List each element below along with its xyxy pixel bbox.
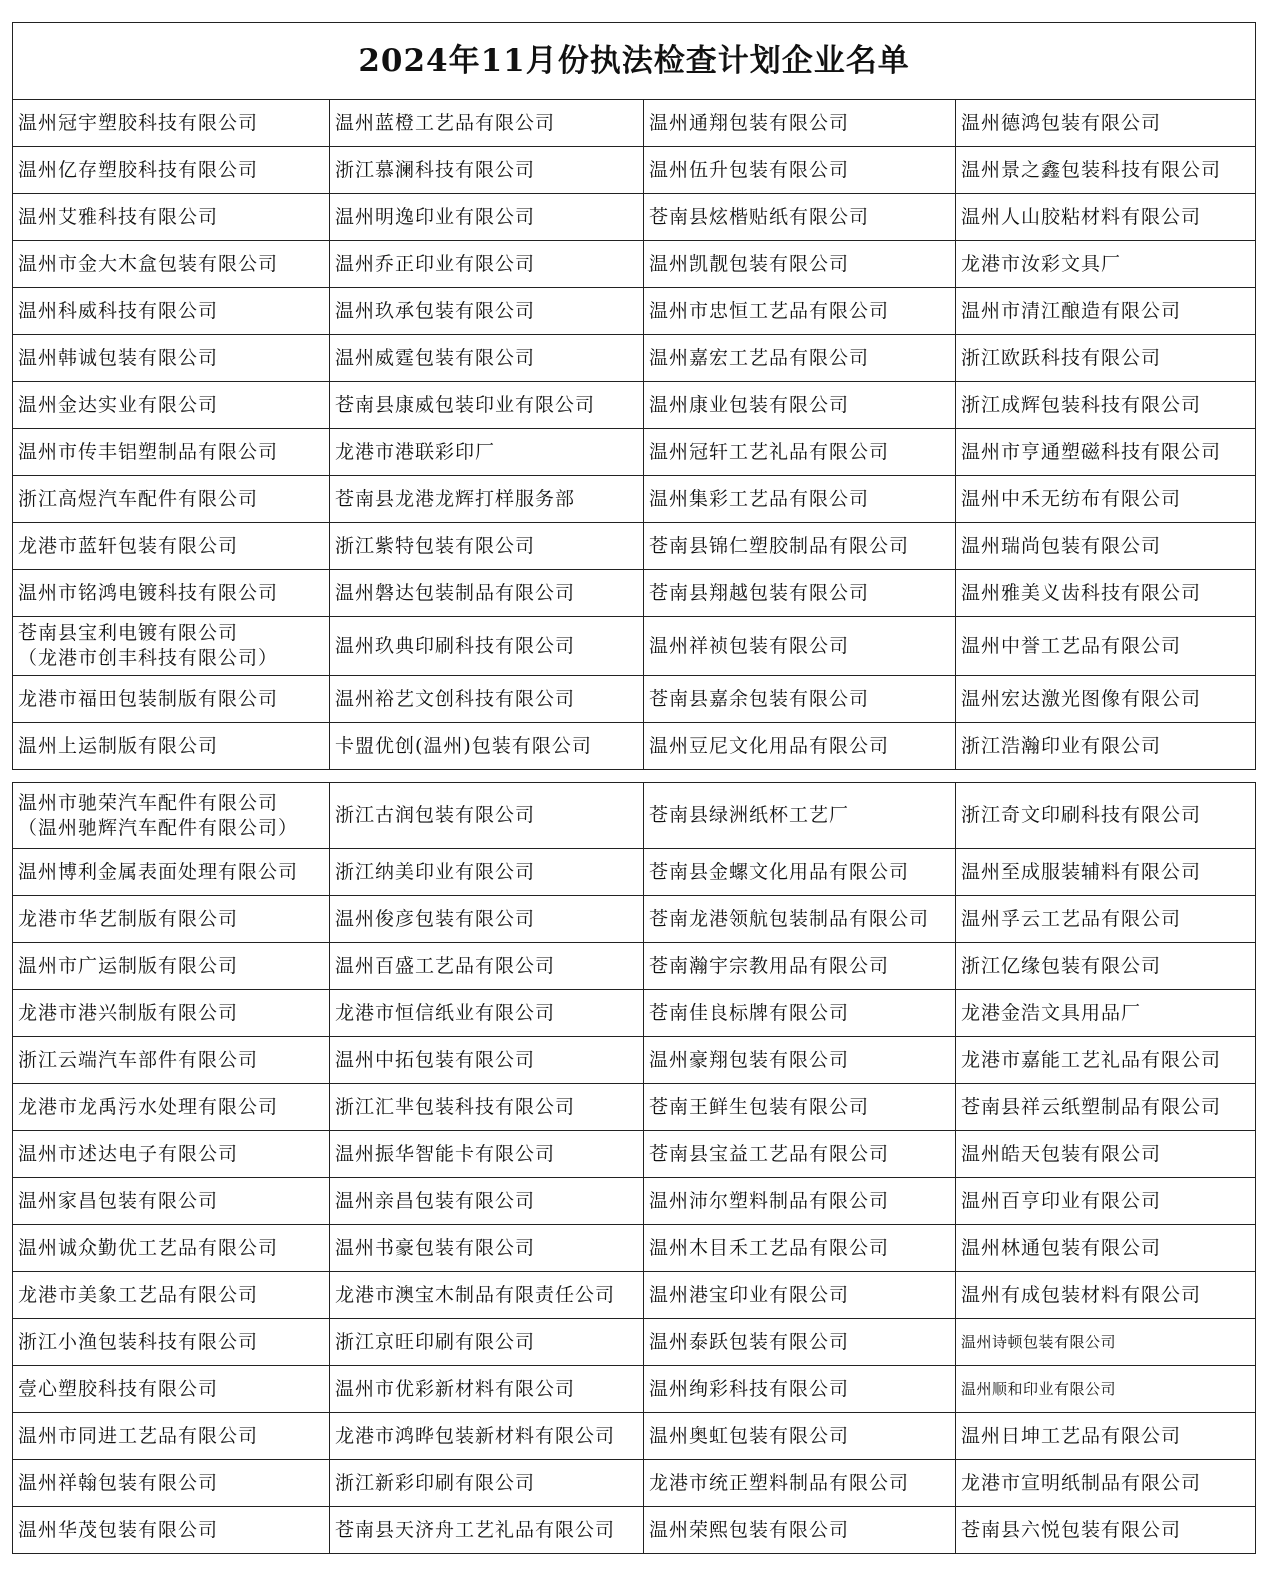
- company-name: 温州中誉工艺品有限公司: [961, 634, 1182, 657]
- company-name: 温州玖典印刷科技有限公司: [335, 634, 576, 657]
- company-name: 温州市金大木盒包装有限公司: [18, 252, 279, 275]
- table-row: [13, 1366, 1256, 1413]
- company-cell: [330, 288, 644, 335]
- company-name: 温州市广运制版有限公司: [18, 954, 239, 977]
- company-name: 温州冠轩工艺礼品有限公司: [649, 440, 890, 463]
- company-name: 温州上运制版有限公司: [18, 734, 219, 757]
- company-cell: [956, 429, 1256, 476]
- company-cell: [13, 1413, 330, 1460]
- company-cell: [13, 1460, 330, 1507]
- company-name: 苍南龙港领航包装制品有限公司: [649, 907, 930, 930]
- company-cell: [13, 288, 330, 335]
- company-name: 温州艾雅科技有限公司: [18, 205, 219, 228]
- company-cell: [330, 617, 644, 676]
- company-name: 温州康业包装有限公司: [649, 393, 850, 416]
- table-row: [13, 676, 1256, 723]
- company-cell: [644, 429, 956, 476]
- company-name: 温州林通包装有限公司: [961, 1236, 1162, 1259]
- company-cell: [644, 1225, 956, 1272]
- company-name: 温州磐达包装制品有限公司: [335, 581, 576, 604]
- company-cell: [13, 1366, 330, 1413]
- title-row: [13, 23, 1256, 100]
- table-row: [13, 194, 1256, 241]
- company-name: 温州乔正印业有限公司: [335, 252, 536, 275]
- company-cell: [13, 990, 330, 1037]
- company-cell: [644, 617, 956, 676]
- company-name: 温州至成服装辅料有限公司: [961, 860, 1202, 883]
- company-cell: [13, 676, 330, 723]
- company-table-top: [12, 22, 1256, 770]
- company-cell: [644, 476, 956, 523]
- company-name: 浙江新彩印刷有限公司: [335, 1471, 536, 1494]
- company-name: 浙江奇文印刷科技有限公司: [961, 804, 1202, 826]
- company-cell: [956, 990, 1256, 1037]
- company-cell: [13, 1319, 330, 1366]
- company-name: 温州通翔包装有限公司: [649, 111, 850, 134]
- company-cell: [644, 288, 956, 335]
- company-name: 龙港市港兴制版有限公司: [18, 1001, 239, 1024]
- company-name: 温州伍升包装有限公司: [649, 158, 850, 181]
- company-cell: [330, 1131, 644, 1178]
- company-name: 温州景之鑫包装科技有限公司: [961, 158, 1222, 181]
- table-row: [13, 849, 1256, 896]
- company-cell: [330, 783, 644, 849]
- company-cell: [13, 241, 330, 288]
- company-name: 温州市清江酿造有限公司: [961, 299, 1182, 322]
- company-name: 浙江京旺印刷有限公司: [335, 1330, 536, 1353]
- company-name: 温州亲昌包装有限公司: [335, 1189, 536, 1212]
- company-name: 温州蓝橙工艺品有限公司: [335, 111, 556, 134]
- company-name: 龙港市华艺制版有限公司: [18, 907, 239, 930]
- company-cell: [330, 990, 644, 1037]
- company-name: 浙江云端汽车部件有限公司: [18, 1048, 259, 1071]
- company-name: 温州孚云工艺品有限公司: [961, 907, 1182, 930]
- company-name: 温州家昌包装有限公司: [18, 1189, 219, 1212]
- company-cell: [956, 476, 1256, 523]
- company-name: 卡盟优创(温州)包装有限公司: [335, 734, 592, 757]
- company-name: 浙江高煜汽车配件有限公司: [18, 487, 259, 510]
- company-cell: [13, 335, 330, 382]
- company-name: 苍南县宝利电镀有限公司: [18, 622, 239, 644]
- company-name: 温州集彩工艺品有限公司: [649, 487, 870, 510]
- company-name: 温州雅美义齿科技有限公司: [961, 581, 1202, 604]
- company-cell: [956, 1460, 1256, 1507]
- company-cell: [330, 100, 644, 147]
- company-name: 温州博利金属表面处理有限公司: [18, 860, 299, 883]
- company-name: 苍南县龙港龙辉打样服务部: [335, 487, 576, 510]
- company-name: 温州皓天包装有限公司: [961, 1142, 1162, 1165]
- company-cell: [330, 1366, 644, 1413]
- company-cell: [330, 943, 644, 990]
- company-cell: [330, 570, 644, 617]
- table-row: [13, 1507, 1256, 1554]
- company-cell: [13, 382, 330, 429]
- company-cell: [956, 194, 1256, 241]
- table-row: [13, 570, 1256, 617]
- company-cell: [956, 570, 1256, 617]
- table-row: [13, 1084, 1256, 1131]
- table-row: [13, 1037, 1256, 1084]
- company-name: 温州振华智能卡有限公司: [335, 1142, 556, 1165]
- company-cell: [956, 382, 1256, 429]
- company-cell: [644, 676, 956, 723]
- table-row: [13, 335, 1256, 382]
- company-cell: [644, 1131, 956, 1178]
- company-cell: [13, 476, 330, 523]
- company-name: 温州诗顿包装有限公司: [961, 1332, 1117, 1351]
- company-name: 温州港宝印业有限公司: [649, 1283, 850, 1306]
- company-name: 温州书豪包装有限公司: [335, 1236, 536, 1259]
- company-name: 温州人山胶粘材料有限公司: [961, 205, 1202, 228]
- company-cell: [330, 194, 644, 241]
- company-cell: [956, 617, 1256, 676]
- company-name: 龙港市美象工艺品有限公司: [18, 1283, 259, 1306]
- company-cell: [644, 1178, 956, 1225]
- company-name: 浙江浩瀚印业有限公司: [961, 734, 1162, 757]
- company-cell: [956, 1178, 1256, 1225]
- company-cell: [13, 723, 330, 770]
- company-name: 龙港市嘉能工艺礼品有限公司: [961, 1048, 1222, 1071]
- company-cell: [330, 676, 644, 723]
- company-cell: [956, 1366, 1256, 1413]
- company-cell: [13, 429, 330, 476]
- company-cell: [956, 676, 1256, 723]
- company-name: 龙港市澳宝木制品有限责任公司: [335, 1283, 616, 1306]
- table-row: [13, 429, 1256, 476]
- company-cell: [13, 896, 330, 943]
- company-cell: [330, 1413, 644, 1460]
- company-name: 浙江汇芈包装科技有限公司: [335, 1095, 576, 1118]
- company-name: 温州瑞尚包装有限公司: [961, 534, 1162, 557]
- company-cell: [956, 288, 1256, 335]
- table-row: [13, 943, 1256, 990]
- company-cell: [330, 1178, 644, 1225]
- company-cell: [956, 896, 1256, 943]
- company-name: 浙江纳美印业有限公司: [335, 860, 536, 883]
- company-name: 温州泰跃包装有限公司: [649, 1330, 850, 1353]
- company-name: 温州明逸印业有限公司: [335, 205, 536, 228]
- company-name: 温州凯靓包装有限公司: [649, 252, 850, 275]
- company-cell: [956, 1413, 1256, 1460]
- company-cell: [13, 194, 330, 241]
- company-name: 龙港市恒信纸业有限公司: [335, 1001, 556, 1024]
- company-cell: [644, 1319, 956, 1366]
- company-cell: [644, 783, 956, 849]
- table-row: [13, 523, 1256, 570]
- company-cell: [13, 1131, 330, 1178]
- company-cell: [956, 100, 1256, 147]
- company-name: 温州沛尔塑料制品有限公司: [649, 1189, 890, 1212]
- table-row: [13, 241, 1256, 288]
- table-row: [13, 1272, 1256, 1319]
- company-name: 温州俊彦包装有限公司: [335, 907, 536, 930]
- company-cell: [644, 1507, 956, 1554]
- company-cell: [13, 1037, 330, 1084]
- company-name: 龙港市统正塑料制品有限公司: [649, 1471, 910, 1494]
- company-name: 浙江紫特包装有限公司: [335, 534, 536, 557]
- company-cell: [13, 1507, 330, 1554]
- company-cell: [13, 783, 330, 849]
- company-name: 温州有成包装材料有限公司: [961, 1283, 1202, 1306]
- company-name: 温州中拓包装有限公司: [335, 1048, 536, 1071]
- company-name: 温州科威科技有限公司: [18, 299, 219, 322]
- company-cell: [644, 147, 956, 194]
- company-name: 温州嘉宏工艺品有限公司: [649, 346, 870, 369]
- company-cell: [330, 1507, 644, 1554]
- company-name: 温州玖承包装有限公司: [335, 299, 536, 322]
- company-cell: [330, 241, 644, 288]
- company-name: 温州诚众勤优工艺品有限公司: [18, 1236, 279, 1259]
- company-cell: [644, 943, 956, 990]
- company-name: 壹心塑胶科技有限公司: [18, 1377, 219, 1400]
- company-name: 温州木目禾工艺品有限公司: [649, 1236, 890, 1259]
- company-name: 温州冠宇塑胶科技有限公司: [18, 111, 259, 134]
- company-cell: [13, 1225, 330, 1272]
- company-name: 苍南县炫楷贴纸有限公司: [649, 205, 870, 228]
- page-title: 2024年11月份执法检查计划企业名单: [13, 23, 1256, 100]
- company-name: 温州裕艺文创科技有限公司: [335, 687, 576, 710]
- company-cell: [330, 429, 644, 476]
- company-cell: [956, 241, 1256, 288]
- company-cell: [330, 849, 644, 896]
- company-name: 苍南县锦仁塑胶制品有限公司: [649, 534, 910, 557]
- company-name: 温州市传丰铝塑制品有限公司: [18, 440, 279, 463]
- company-name: 苍南县绿洲纸杯工艺厂: [649, 804, 850, 826]
- company-cell: [13, 1178, 330, 1225]
- table-row: [13, 896, 1256, 943]
- company-cell: [644, 382, 956, 429]
- company-cell: [644, 100, 956, 147]
- table-row: [13, 147, 1256, 194]
- company-cell: [330, 335, 644, 382]
- company-table-bottom: [12, 782, 1256, 1554]
- company-name: 浙江欧跃科技有限公司: [961, 346, 1162, 369]
- company-name: 苍南瀚宇宗教用品有限公司: [649, 954, 890, 977]
- company-cell: [644, 570, 956, 617]
- company-name: 温州市述达电子有限公司: [18, 1142, 239, 1165]
- company-name: 浙江古润包装有限公司: [335, 804, 536, 826]
- company-name: 温州华茂包装有限公司: [18, 1518, 219, 1541]
- company-cell: [644, 1413, 956, 1460]
- company-name: 温州百盛工艺品有限公司: [335, 954, 556, 977]
- table-row: [13, 990, 1256, 1037]
- company-cell: [330, 147, 644, 194]
- company-name: 温州奥虹包装有限公司: [649, 1424, 850, 1447]
- company-name: 龙港市龙禹污水处理有限公司: [18, 1095, 279, 1118]
- company-cell: [644, 241, 956, 288]
- company-cell: [330, 1084, 644, 1131]
- company-name: 温州韩诚包装有限公司: [18, 346, 219, 369]
- company-cell: [330, 1272, 644, 1319]
- company-cell: [13, 523, 330, 570]
- company-name: 苍南佳良标牌有限公司: [649, 1001, 850, 1024]
- company-name: 龙港市蓝轩包装有限公司: [18, 534, 239, 557]
- table-row: [13, 617, 1256, 676]
- company-name: 温州祥翰包装有限公司: [18, 1471, 219, 1494]
- company-cell: [13, 147, 330, 194]
- company-name: 温州亿存塑胶科技有限公司: [18, 158, 259, 181]
- company-name: 苍南县祥云纸塑制品有限公司: [961, 1095, 1222, 1118]
- company-name: 苍南王鲜生包装有限公司: [649, 1095, 870, 1118]
- company-name: 苍南县嘉余包装有限公司: [649, 687, 870, 710]
- company-cell: [644, 1084, 956, 1131]
- company-alias: （龙港市创丰科技有限公司）: [18, 647, 279, 669]
- company-cell: [13, 1084, 330, 1131]
- table-row: [13, 783, 1256, 849]
- company-name: 温州中禾无纺布有限公司: [961, 487, 1182, 510]
- company-name: 浙江慕澜科技有限公司: [335, 158, 536, 181]
- company-name: 温州市亨通塑磁科技有限公司: [961, 440, 1222, 463]
- company-cell: [956, 1272, 1256, 1319]
- company-cell: [956, 849, 1256, 896]
- company-cell: [13, 570, 330, 617]
- company-name: 温州豆尼文化用品有限公司: [649, 734, 890, 757]
- company-name: 温州顺和印业有限公司: [961, 1379, 1117, 1398]
- company-name: 温州威霆包装有限公司: [335, 346, 536, 369]
- company-name: 苍南县翔越包装有限公司: [649, 581, 870, 604]
- company-name: 温州市忠恒工艺品有限公司: [649, 299, 890, 322]
- company-name: 龙港市宣明纸制品有限公司: [961, 1471, 1202, 1494]
- company-name: 温州金达实业有限公司: [18, 393, 219, 416]
- company-name: 苍南县宝益工艺品有限公司: [649, 1142, 890, 1165]
- company-name: 浙江小渔包装科技有限公司: [18, 1330, 259, 1353]
- table-row: [13, 1225, 1256, 1272]
- company-name: 温州百亨印业有限公司: [961, 1189, 1162, 1212]
- table-row: [13, 723, 1256, 770]
- company-cell: [644, 1460, 956, 1507]
- company-name: 苍南县六悦包装有限公司: [961, 1518, 1182, 1541]
- company-name: 苍南县金螺文化用品有限公司: [649, 860, 910, 883]
- company-cell: [956, 523, 1256, 570]
- company-cell: [330, 1319, 644, 1366]
- company-cell: [956, 943, 1256, 990]
- company-cell: [956, 1131, 1256, 1178]
- company-cell: [644, 990, 956, 1037]
- company-name: 温州市优彩新材料有限公司: [335, 1377, 576, 1400]
- company-name: 温州德鸿包装有限公司: [961, 111, 1162, 134]
- company-name: 温州荣熙包装有限公司: [649, 1518, 850, 1541]
- company-cell: [956, 147, 1256, 194]
- company-cell: [330, 1460, 644, 1507]
- company-cell: [644, 849, 956, 896]
- table-row: [13, 100, 1256, 147]
- table-row: [13, 476, 1256, 523]
- company-cell: [956, 1225, 1256, 1272]
- company-name: 浙江亿缘包装有限公司: [961, 954, 1162, 977]
- company-cell: [956, 723, 1256, 770]
- company-cell: [644, 1366, 956, 1413]
- company-name: 温州市驰荣汽车配件有限公司: [18, 791, 279, 814]
- company-cell: [330, 1037, 644, 1084]
- company-cell: [13, 617, 330, 676]
- company-name: 温州豪翔包装有限公司: [649, 1048, 850, 1071]
- company-cell: [644, 1037, 956, 1084]
- company-cell: [13, 1272, 330, 1319]
- company-name: 龙港市汝彩文具厂: [961, 252, 1122, 275]
- company-name: 浙江成辉包装科技有限公司: [961, 393, 1202, 416]
- company-name: 龙港金浩文具用品厂: [961, 1001, 1142, 1024]
- company-cell: [644, 523, 956, 570]
- company-cell: [330, 723, 644, 770]
- company-cell: [644, 335, 956, 382]
- company-cell: [956, 1037, 1256, 1084]
- company-cell: [644, 1272, 956, 1319]
- company-name: 苍南县康威包装印业有限公司: [335, 393, 596, 416]
- company-cell: [13, 943, 330, 990]
- company-cell: [644, 723, 956, 770]
- company-cell: [330, 1225, 644, 1272]
- company-name: 温州绚彩科技有限公司: [649, 1377, 850, 1400]
- company-name: 龙港市福田包装制版有限公司: [18, 687, 279, 710]
- company-cell: [956, 1084, 1256, 1131]
- table-row: [13, 382, 1256, 429]
- company-name: 温州市同进工艺品有限公司: [18, 1424, 259, 1447]
- table-row: [13, 1178, 1256, 1225]
- company-cell: [956, 783, 1256, 849]
- company-cell: [13, 100, 330, 147]
- company-cell: [956, 335, 1256, 382]
- company-name: 温州祥祯包装有限公司: [649, 634, 850, 657]
- company-name: 苍南县天济舟工艺礼品有限公司: [335, 1518, 616, 1541]
- table-row: [13, 1131, 1256, 1178]
- table-row: [13, 288, 1256, 335]
- table-row: [13, 1460, 1256, 1507]
- company-name: 温州宏达激光图像有限公司: [961, 687, 1202, 710]
- company-name: 温州市铭鸿电镀科技有限公司: [18, 581, 279, 604]
- company-cell: [330, 476, 644, 523]
- company-cell: [330, 896, 644, 943]
- company-cell: [13, 849, 330, 896]
- company-cell: [330, 523, 644, 570]
- company-name: 温州日坤工艺品有限公司: [961, 1424, 1182, 1447]
- table-row: [13, 1413, 1256, 1460]
- company-name: 龙港市鸿晔包装新材料有限公司: [335, 1424, 616, 1447]
- company-cell: [956, 1507, 1256, 1554]
- company-cell: [956, 1319, 1256, 1366]
- company-name: 龙港市港联彩印厂: [335, 440, 496, 463]
- company-cell: [644, 896, 956, 943]
- company-cell: [644, 194, 956, 241]
- company-alias: （温州驰辉汽车配件有限公司）: [18, 816, 299, 839]
- table-row: [13, 1319, 1256, 1366]
- company-cell: [330, 382, 644, 429]
